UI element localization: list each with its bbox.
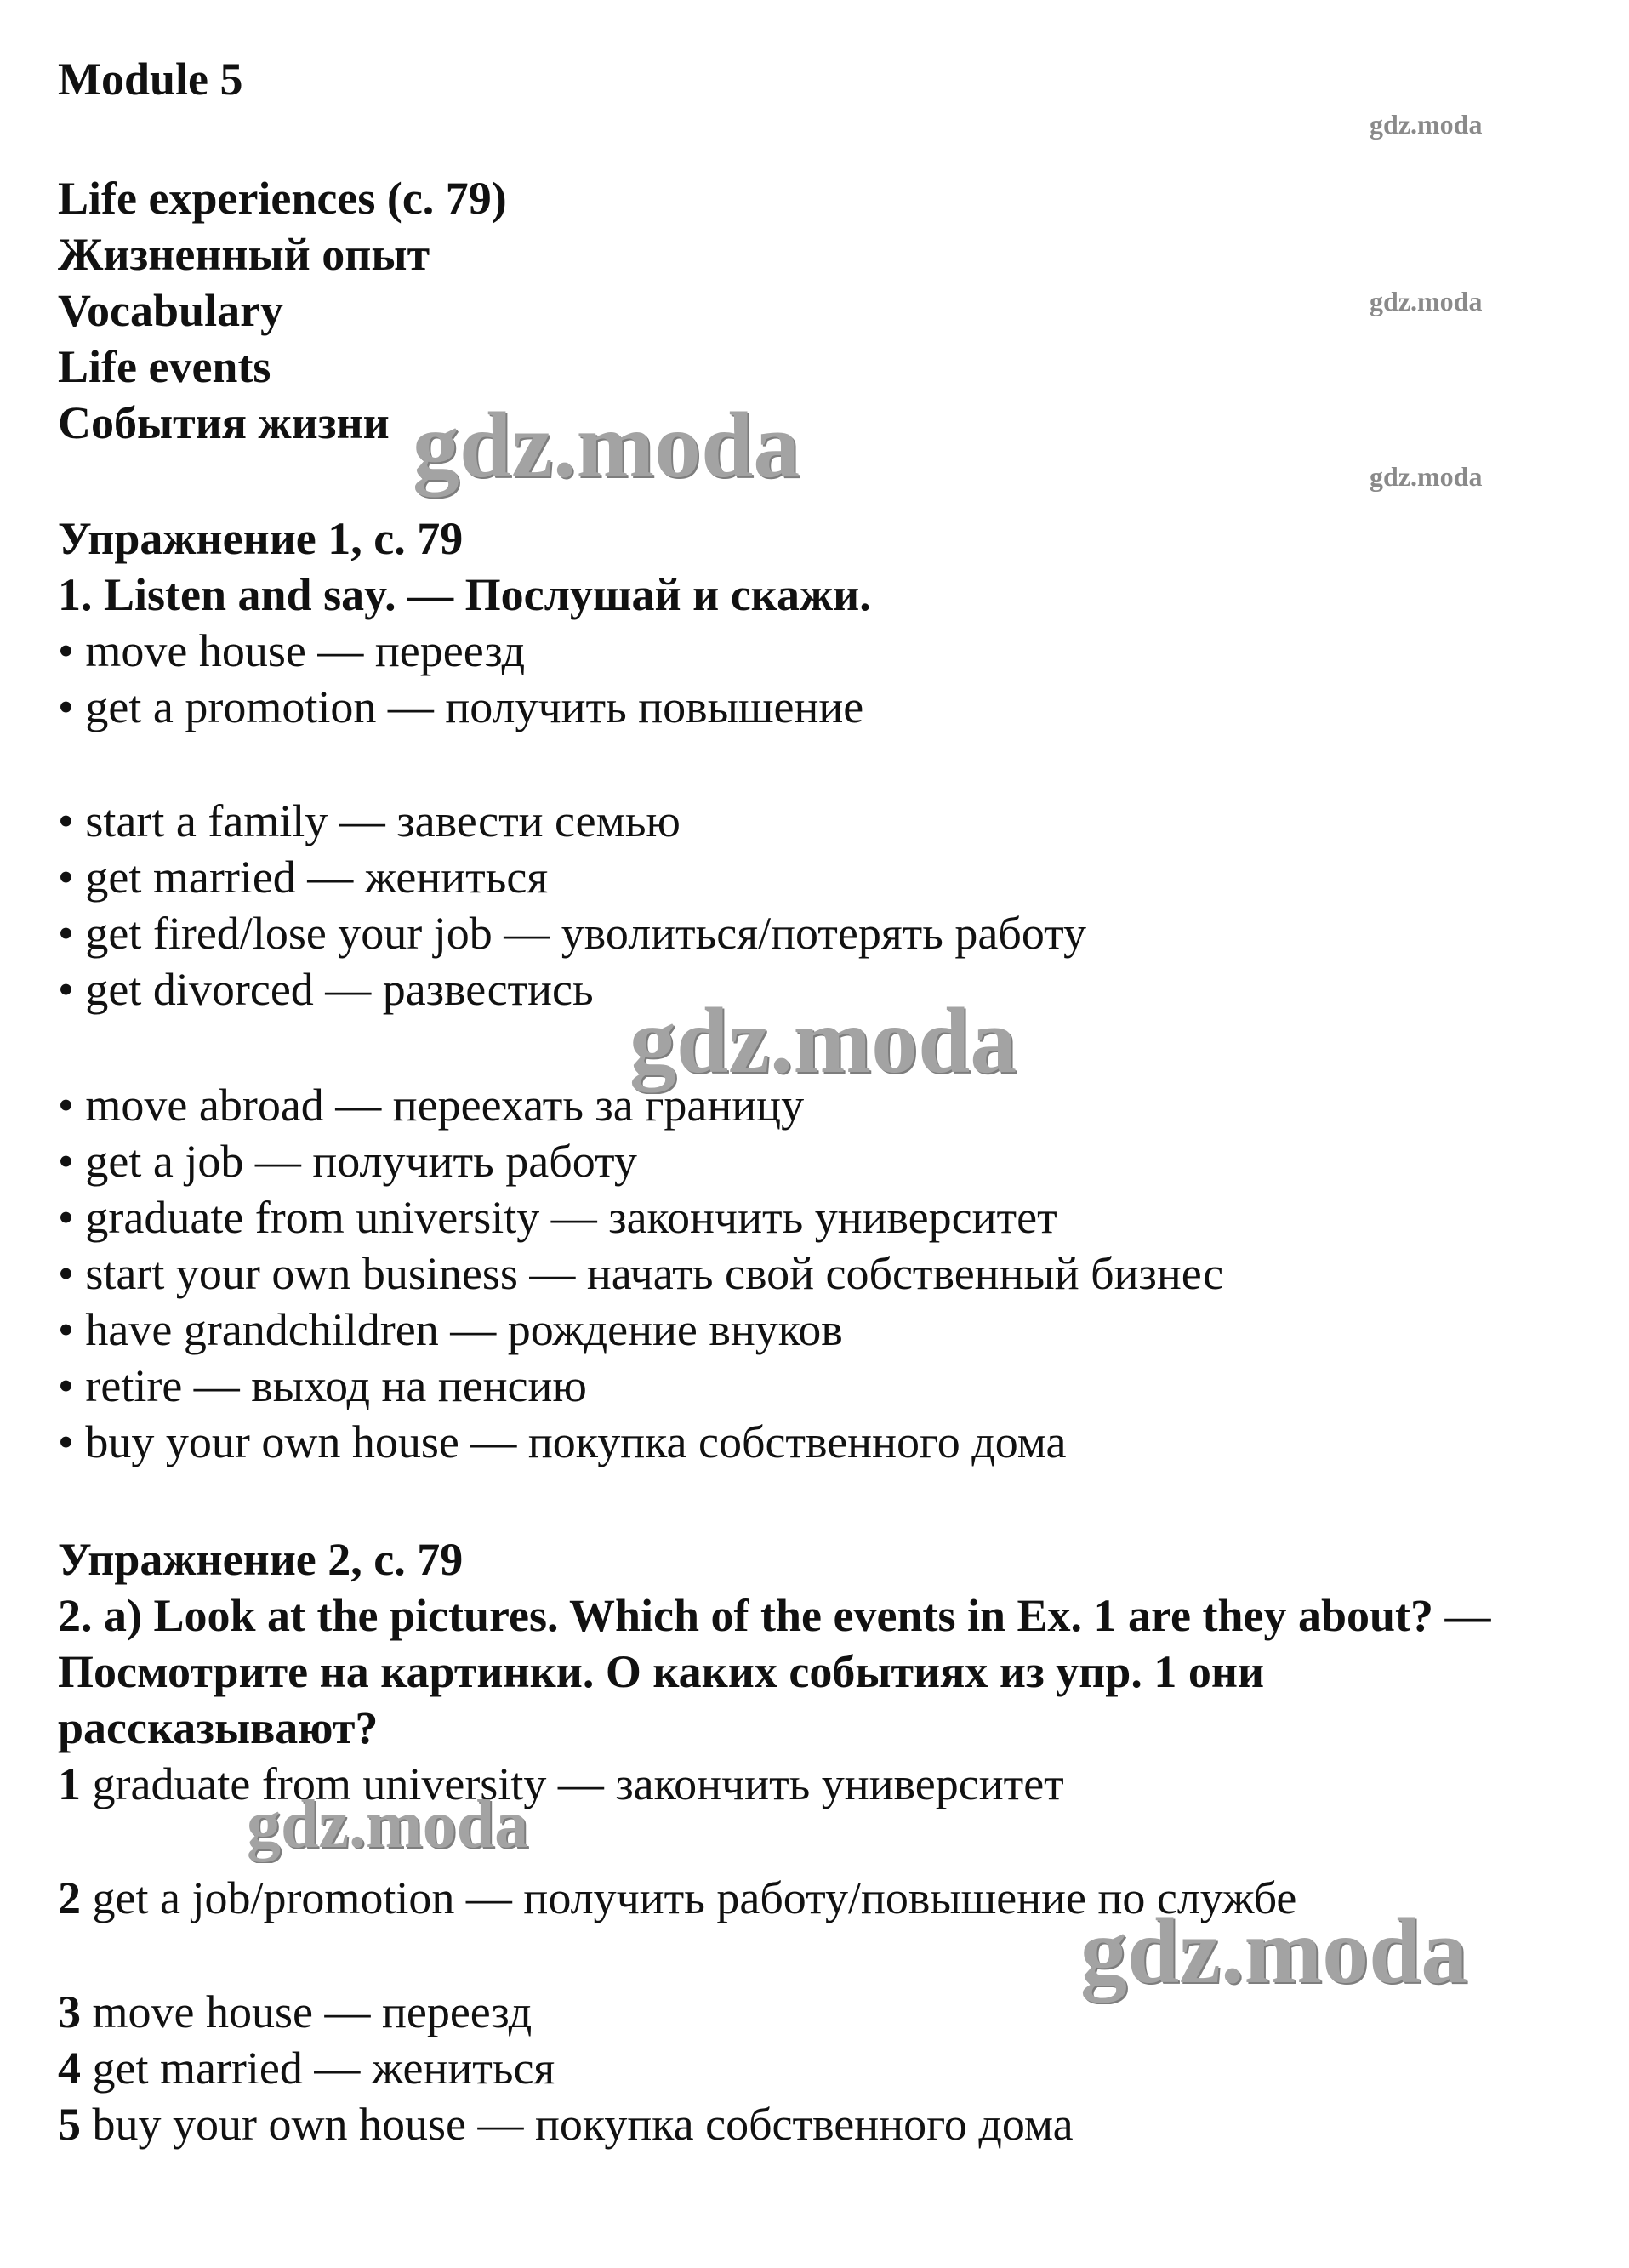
list-item: • move abroad — переехать за границу bbox=[58, 1080, 805, 1131]
answer-text: graduate from university — закончить университет bbox=[81, 1758, 1064, 1809]
answer-item bbox=[58, 1756, 1064, 1812]
answer-number: 2 bbox=[58, 1872, 81, 1923]
answer-text: get a job/promotion — получить работу/повышение по службе bbox=[81, 1872, 1297, 1923]
subsection-ru: События жизни bbox=[58, 397, 390, 448]
watermark-medium-1: gdz.moda bbox=[247, 1787, 529, 1862]
watermark-large-1: gdz.moda bbox=[413, 393, 800, 497]
title-ru: Жизненный опыт bbox=[58, 229, 430, 280]
section-en: Vocabulary bbox=[58, 285, 284, 336]
exercise2-instruction-line2: Посмотрите на картинки. О каких событиях из упр. 1 они bbox=[58, 1646, 1265, 1697]
watermark-large-3: gdz.moda bbox=[1080, 1899, 1468, 2003]
answer-number: 5 bbox=[58, 2099, 81, 2150]
list-item: • get a job — получить работу bbox=[58, 1136, 637, 1187]
list-item: • get divorced — развестись bbox=[58, 964, 594, 1015]
list-item: • get a promotion — получить повышение bbox=[58, 681, 864, 732]
list-item: • get fired/lose your job — уволиться/потерять работу bbox=[58, 908, 1087, 959]
watermark-small-2: gdz.moda bbox=[1370, 286, 1483, 316]
watermark-large-2: gdz.moda bbox=[629, 989, 1017, 1092]
exercise1-instruction: 1. Listen and say. — Послушай и скажи. bbox=[58, 569, 871, 620]
exercise2-label: Упражнение 2, с. 79 bbox=[58, 1534, 464, 1585]
list-item: • move house — переезд bbox=[58, 625, 526, 676]
subsection-en: Life events bbox=[58, 341, 271, 392]
answer-item bbox=[58, 2040, 555, 2096]
module-title: Module 5 bbox=[58, 54, 243, 105]
list-item: • start your own business — начать свой собственный бизнес bbox=[58, 1248, 1224, 1299]
list-item: • get married — жениться bbox=[58, 852, 549, 903]
answer-text: move house — переезд bbox=[81, 1986, 533, 2037]
list-item: • have grandchildren — рождение внуков bbox=[58, 1304, 843, 1355]
answer-text: buy your own house — покупка собственного дома bbox=[81, 2099, 1074, 2150]
answer-number: 3 bbox=[58, 1986, 81, 2037]
list-item: • buy your own house — покупка собственного дома bbox=[58, 1416, 1067, 1467]
answer-item bbox=[58, 2096, 1074, 2152]
answer-item bbox=[58, 1984, 532, 2040]
list-item: • graduate from university — закончить университет bbox=[58, 1192, 1057, 1243]
list-item: • retire — выход на пенсию bbox=[58, 1360, 587, 1411]
answer-number: 1 bbox=[58, 1758, 81, 1809]
answer-text: get married — жениться bbox=[81, 2043, 555, 2094]
watermark-small-3: gdz.moda bbox=[1370, 461, 1483, 492]
watermark-small-1: gdz.moda bbox=[1370, 109, 1483, 140]
answer-number: 4 bbox=[58, 2043, 81, 2094]
exercise2-instruction-line1: 2. a) Look at the pictures. Which of the events in Ex. 1 are they about? — bbox=[58, 1590, 1491, 1641]
title-en: Life experiences (c. 79) bbox=[58, 173, 507, 224]
exercise1-label: Упражнение 1, с. 79 bbox=[58, 513, 464, 564]
exercise2-instruction-line3: рассказывают? bbox=[58, 1702, 379, 1753]
list-item: • start a family — завести семью bbox=[58, 795, 681, 846]
